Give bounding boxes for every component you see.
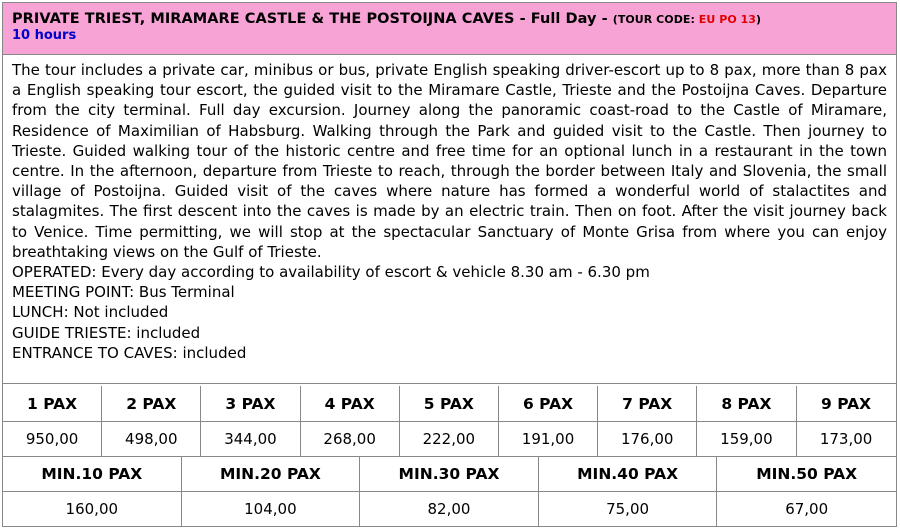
- price-value-cell: 82,00: [360, 492, 539, 526]
- price-value-cell: 104,00: [182, 492, 361, 526]
- price-header-cell: 6 PAX: [499, 386, 598, 421]
- tour-code-value: EU PO 13: [698, 13, 757, 26]
- tour-code-prefix: (TOUR CODE:: [612, 13, 699, 26]
- price-header-cell: MIN.30 PAX: [360, 457, 539, 491]
- price-value-cell: 160,00: [3, 492, 182, 526]
- price-header-cell: 9 PAX: [821, 394, 872, 413]
- price-value-row-2: [3, 492, 896, 526]
- price-value-row-1: [3, 422, 896, 457]
- price-header-cell: 7 PAX: [598, 386, 697, 421]
- price-header-cell: 1 PAX: [3, 386, 102, 421]
- price-value-cell: 67,00: [785, 500, 829, 518]
- tour-code: [613, 13, 761, 26]
- price-value-cell: 498,00: [102, 422, 201, 456]
- price-value-cell: 191,00: [499, 422, 598, 456]
- tour-info-list: [12, 262, 887, 363]
- price-header-cell: MIN.50 PAX: [756, 465, 858, 483]
- price-value-cell: 159,00: [697, 422, 796, 456]
- guide-info: GUIDE TRIESTE: included: [12, 323, 201, 342]
- price-header-cell: MIN.20 PAX: [182, 457, 361, 491]
- price-header-cell: 4 PAX: [301, 386, 400, 421]
- price-header-cell: 3 PAX: [201, 386, 300, 421]
- price-value-cell: 222,00: [400, 422, 499, 456]
- price-header-cell: 5 PAX: [400, 386, 499, 421]
- price-header-cell: 2 PAX: [102, 386, 201, 421]
- price-header-cell: 8 PAX: [697, 386, 796, 421]
- price-header-cell: MIN.40 PAX: [539, 457, 718, 491]
- tour-title: [12, 11, 887, 27]
- tour-title-text: PRIVATE TRIEST, MIRAMARE CASTLE & THE POSTOIJNA CAVES - Full Day -: [12, 11, 608, 27]
- tour-description: [3, 56, 896, 384]
- entrance-info: ENTRANCE TO CAVES: included: [12, 343, 247, 362]
- price-value-cell: 75,00: [539, 492, 718, 526]
- meeting-point-info: MEETING POINT: Bus Terminal: [12, 283, 235, 302]
- price-value-cell: 344,00: [201, 422, 300, 456]
- lunch-info: LUNCH: Not included: [12, 303, 169, 322]
- price-header-cell: MIN.10 PAX: [3, 457, 182, 491]
- tour-header: [3, 3, 896, 55]
- tour-duration: 10 hours: [12, 28, 77, 43]
- price-header-row-2: [3, 457, 896, 492]
- operated-info: OPERATED: Every day according to availability of escort & vehicle 8.30 am - 6.30 pm: [12, 263, 650, 282]
- price-value-cell: 176,00: [598, 422, 697, 456]
- price-value-cell: 173,00: [819, 430, 873, 448]
- price-header-row-1: [3, 386, 896, 422]
- tour-code-suffix: ): [756, 13, 762, 26]
- price-value-cell: 950,00: [3, 422, 102, 456]
- description-paragraph: The tour includes a private car, minibus or bus, private English speaking driver-escort up to 8 pax, more than 8 pax a English speaking tour escort, the guided visit to the Miramare Castle, Trieste and the Postoijna Caves. Departure from the city terminal. Full day excursion. Journey along the panoramic coast-road to the Castle of Miramare, Residence of Maximilian of Habsburg. Walking through the Park and guided visit to the Castle. Then journey to Trieste. Guided walking tour of the historic centre and free time for an optional lunch in a restaurant in the town centre. In the afternoon, departure from Trieste to reach, through the border between Italy and Slovenia, the small village of Postoijna. Guided visit of the caves where nature has formed a wonderful world of stalactites and stalagmites. The first descent into the caves is made by an electric train. Then on foot. After the visit journey back to Venice. Time permitting, we will stop at the spectacular Sanctuary of Monte Grisa from where you can enjoy breathtaking views on the Gulf of Trieste.: [12, 61, 887, 261]
- price-value-cell: 268,00: [301, 422, 400, 456]
